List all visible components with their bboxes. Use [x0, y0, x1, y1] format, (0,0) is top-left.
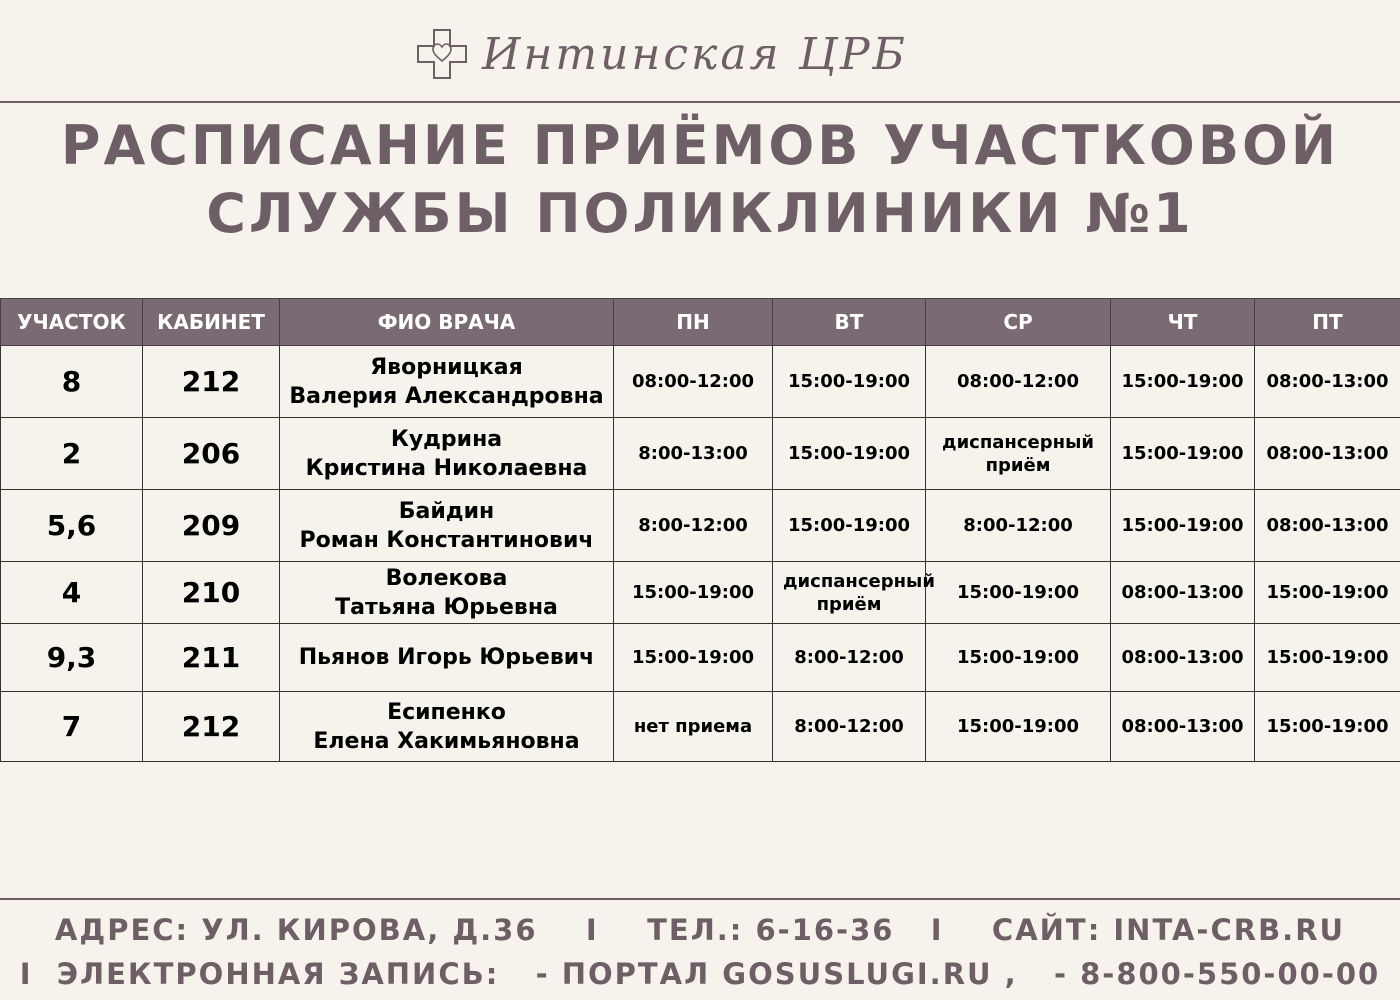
- logo: [416, 26, 908, 82]
- table-row: [1, 418, 1400, 490]
- cell-thu: 15:00-19:00: [1111, 418, 1255, 490]
- cell-doctor: [280, 418, 614, 490]
- cell-area: 5,6: [1, 490, 143, 562]
- cell-doctor: [280, 624, 614, 692]
- footer: [0, 908, 1400, 996]
- cell-wed: 08:00-12:00: [926, 346, 1111, 418]
- table-header-row: [1, 299, 1400, 346]
- cell-fri: 08:00-13:00: [1255, 490, 1400, 562]
- cell-area: 4: [1, 562, 143, 624]
- cell-room: 212: [143, 346, 280, 418]
- cell-doctor: [280, 490, 614, 562]
- cell-wed: 8:00-12:00: [926, 490, 1111, 562]
- cell-area: 9,3: [1, 624, 143, 692]
- header-area: УЧАСТОК: [1, 299, 143, 346]
- cell-room: 209: [143, 490, 280, 562]
- title-line-1: РАСПИСАНИЕ ПРИЁМОВ УЧАСТКОВОЙ: [60, 114, 1340, 177]
- doctor-surname: Яворницкая: [370, 354, 523, 380]
- cell-mon: 8:00-12:00: [614, 490, 773, 562]
- doctor-given-names: Роман Константинович: [299, 527, 594, 553]
- cell-doctor: [280, 346, 614, 418]
- doctor-surname: Байдин: [398, 498, 495, 524]
- cell-wed: 15:00-19:00: [926, 624, 1111, 692]
- cell-tue: диспансерный приём: [773, 562, 926, 624]
- table-row: [1, 346, 1400, 418]
- medical-cross-heart-icon: [416, 28, 468, 80]
- cell-mon: 8:00-13:00: [614, 418, 773, 490]
- cell-area: 8: [1, 346, 143, 418]
- cell-tue: 15:00-19:00: [773, 418, 926, 490]
- cell-room: 212: [143, 692, 280, 762]
- cell-mon: 08:00-12:00: [614, 346, 773, 418]
- table-row: [1, 562, 1400, 624]
- cell-fri: 08:00-13:00: [1255, 346, 1400, 418]
- cell-room: 211: [143, 624, 280, 692]
- cell-doctor: [280, 562, 614, 624]
- cell-fri: 15:00-19:00: [1255, 692, 1400, 762]
- header-thu: ЧТ: [1111, 299, 1255, 346]
- header-mon: ПН: [614, 299, 773, 346]
- cell-mon: нет приема: [614, 692, 773, 762]
- doctor-surname: Волекова: [385, 565, 508, 591]
- cell-wed: 15:00-19:00: [926, 562, 1111, 624]
- table-row: [1, 490, 1400, 562]
- cell-tue: 15:00-19:00: [773, 346, 926, 418]
- cell-wed: диспансерный приём: [926, 418, 1111, 490]
- doctor-surname: Пьянов Игорь Юрьевич: [298, 645, 595, 670]
- title-line-2: СЛУЖБЫ ПОЛИКЛИНИКИ №1: [206, 182, 1194, 245]
- cell-mon: 15:00-19:00: [614, 562, 773, 624]
- header-doctor: ФИО ВРАЧА: [280, 299, 614, 346]
- header: [0, 0, 1400, 100]
- doctor-surname: Кудрина: [390, 426, 503, 452]
- cell-tue: 8:00-12:00: [773, 692, 926, 762]
- header-fri: ПТ: [1255, 299, 1400, 346]
- cell-room: 210: [143, 562, 280, 624]
- doctor-surname: Есипенко: [387, 699, 506, 725]
- cell-tue: 15:00-19:00: [773, 490, 926, 562]
- cell-fri: 15:00-19:00: [1255, 562, 1400, 624]
- cell-fri: 08:00-13:00: [1255, 418, 1400, 490]
- cell-room: 206: [143, 418, 280, 490]
- cell-thu: 08:00-13:00: [1111, 562, 1255, 624]
- cell-doctor: [280, 692, 614, 762]
- cell-area: 7: [1, 692, 143, 762]
- cell-thu: 15:00-19:00: [1111, 346, 1255, 418]
- cell-tue: 8:00-12:00: [773, 624, 926, 692]
- footer-registration: I ЭЛЕКТРОННАЯ ЗАПИСЬ: - ПОРТАЛ GOSUSLUGI.RU , - 8-800-550-00-00: [19, 957, 1381, 991]
- page-title: [0, 112, 1400, 248]
- schedule-table: [0, 298, 1400, 762]
- cell-thu: 15:00-19:00: [1111, 490, 1255, 562]
- top-divider: [0, 101, 1400, 103]
- footer-contacts: АДРЕС: УЛ. КИРОВА, Д.36 I ТЕЛ.: 6-16-36 I САЙТ: INTA-CRB.RU: [54, 913, 1346, 947]
- doctor-given-names: Татьяна Юрьевна: [335, 594, 558, 620]
- cell-thu: 08:00-13:00: [1111, 692, 1255, 762]
- cell-thu: 08:00-13:00: [1111, 624, 1255, 692]
- header-tue: ВТ: [773, 299, 926, 346]
- cell-fri: 15:00-19:00: [1255, 624, 1400, 692]
- doctor-given-names: Кристина Николаевна: [305, 455, 588, 481]
- doctor-given-names: Елена Хакимьяновна: [313, 728, 580, 754]
- logo-text: Интинская ЦРБ: [482, 28, 908, 80]
- header-wed: СР: [926, 299, 1111, 346]
- cell-area: 2: [1, 418, 143, 490]
- doctor-given-names: Валерия Александровна: [289, 383, 604, 409]
- table-row: [1, 624, 1400, 692]
- cell-wed: 15:00-19:00: [926, 692, 1111, 762]
- bottom-divider: [0, 898, 1400, 900]
- header-room: КАБИНЕТ: [143, 299, 280, 346]
- table-row: [1, 692, 1400, 762]
- cell-mon: 15:00-19:00: [614, 624, 773, 692]
